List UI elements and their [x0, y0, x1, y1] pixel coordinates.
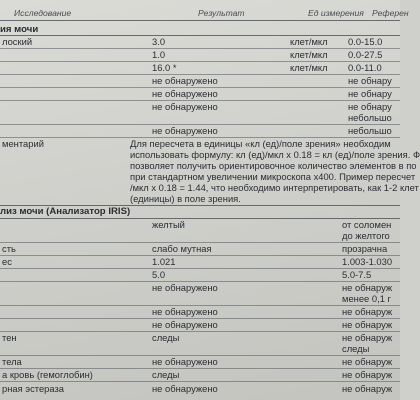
comment-label: ментарий	[2, 138, 44, 149]
reference-value: не обнаруж	[342, 282, 393, 293]
comment-line: при стандартном увеличении микроскопа х400. Пример пересчет	[130, 171, 416, 182]
row-divider	[0, 255, 400, 256]
result-value: не обнаружено	[152, 282, 218, 293]
comment-line: использовать формулу: кл (ед)/мкл х 0.18 = кл (ед)/поле зрения. Ф	[130, 149, 420, 160]
reference-value: 1.003-1.030	[342, 256, 393, 267]
row-divider	[0, 218, 400, 219]
result-value: следы	[152, 332, 180, 343]
test-name: тен	[2, 332, 17, 343]
comment-line: Для пересчета в единицы «кл (ед)/поле зрения» необходим	[130, 138, 391, 149]
test-name: лоский	[2, 36, 33, 47]
header-reference: Референ	[372, 8, 409, 18]
reference-value: не обнаруж	[342, 306, 393, 317]
result-value: не обнаружено	[152, 306, 218, 317]
comment-line: позволяет получить ориентировочное количество элементов в по	[130, 160, 417, 171]
reference-value: не обнаруж	[342, 383, 393, 394]
unit-value: клет/мкл	[290, 49, 328, 60]
result-value: 16.0 *	[152, 62, 177, 73]
test-name: сть	[2, 243, 16, 254]
row-divider	[0, 381, 400, 382]
header-divider	[0, 20, 400, 21]
test-name: ес	[2, 256, 12, 267]
row-divider	[0, 61, 400, 62]
result-value: не обнаружено	[152, 75, 218, 86]
reference-value: от соломен	[342, 219, 392, 230]
reference-value: не обнаруж	[342, 356, 393, 367]
test-name: рная эстераза	[2, 383, 64, 394]
reference-value: 0.0-27.5	[348, 49, 383, 60]
result-value: не обнаружено	[152, 101, 218, 112]
reference-value: прозрачна	[342, 243, 388, 254]
unit-value: клет/мкл	[290, 62, 328, 73]
reference-value: не обнару	[348, 101, 392, 112]
test-name: тела	[2, 356, 22, 367]
result-value: не обнаружено	[152, 88, 218, 99]
result-value: 5.0	[152, 269, 166, 280]
test-name: а кровь (гемоглобин)	[2, 369, 93, 380]
reference-value: 0.0-11.0	[348, 62, 382, 73]
result-value: не обнаружено	[152, 125, 218, 136]
result-value: 3.0	[152, 36, 166, 47]
reference-value: не обнаруж	[342, 319, 393, 330]
section-title: лиз мочи (Анализатор IRIS)	[0, 206, 131, 217]
reference-value: 0.0-15.0	[348, 36, 383, 47]
result-value: слабо мутная	[152, 243, 212, 254]
result-value: не обнаружено	[152, 383, 218, 394]
comment-line: (единицы) в поле зрения.	[130, 193, 241, 204]
reference-value-line2: до желтого	[342, 230, 390, 241]
section-title: ия мочи	[0, 24, 39, 35]
row-divider	[0, 331, 400, 332]
result-value: 1.0	[152, 49, 166, 60]
result-value: следы	[152, 369, 180, 380]
reference-value: 5.0-7.5	[342, 269, 372, 280]
reference-value-line2: небольшо	[348, 112, 392, 123]
unit-value: клет/мкл	[290, 36, 328, 47]
result-value: не обнаружено	[152, 319, 218, 330]
result-value: не обнаружено	[152, 356, 218, 367]
reference-value: не обнару	[348, 75, 392, 86]
reference-value-line2: менее 0,1 г	[342, 293, 391, 304]
row-divider	[0, 48, 400, 49]
result-value: желтый	[152, 219, 185, 230]
reference-value: небольшо	[348, 125, 392, 136]
reference-value-line2: следы	[342, 343, 370, 354]
result-value: 1.021	[152, 256, 176, 267]
header-result: Результат	[198, 8, 245, 18]
row-divider	[0, 268, 400, 269]
comment-line: /мкл х 0.18 = 1.44, что необходимо интерпретировать, как 1-2 клет	[130, 182, 419, 193]
reference-value: не обнару	[348, 88, 392, 99]
header-test: Исследование	[14, 8, 72, 18]
reference-value: не обнаруж	[342, 332, 393, 343]
reference-value: не обнаруж	[342, 369, 393, 380]
row-divider	[0, 35, 400, 36]
header-unit: Ед измерения	[308, 8, 364, 18]
